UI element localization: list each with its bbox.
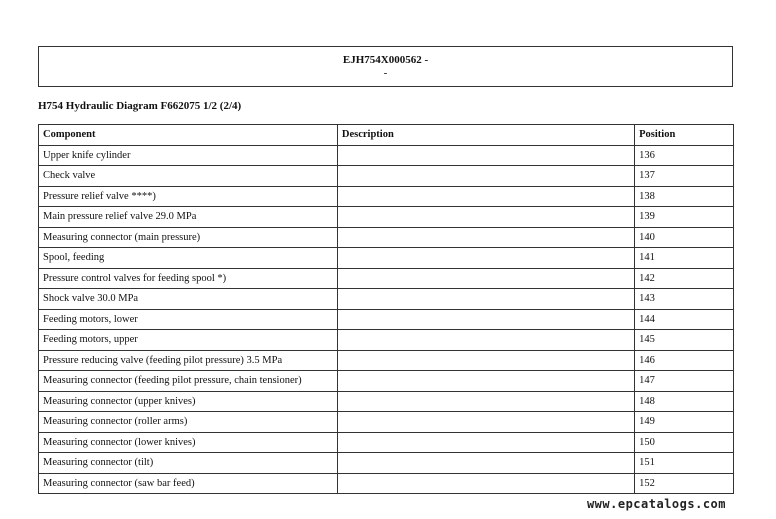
document-header-box <box>38 46 733 87</box>
cell-component: Measuring connector (roller arms) <box>39 412 338 433</box>
cell-component: Feeding motors, lower <box>39 309 338 330</box>
column-header-component: Component <box>39 125 338 146</box>
column-header-position: Position <box>635 125 734 146</box>
cell-component: Main pressure relief valve 29.0 MPa <box>39 207 338 228</box>
table-row <box>39 289 734 310</box>
cell-description <box>337 350 634 371</box>
cell-position: 143 <box>635 289 734 310</box>
cell-component: Measuring connector (main pressure) <box>39 227 338 248</box>
cell-description <box>337 248 634 269</box>
cell-description <box>337 309 634 330</box>
cell-component: Check valve <box>39 166 338 187</box>
table-row <box>39 166 734 187</box>
cell-component: Measuring connector (feeding pilot pressure, chain tensioner) <box>39 371 338 392</box>
cell-component: Measuring connector (lower knives) <box>39 432 338 453</box>
cell-component: Pressure reducing valve (feeding pilot pressure) 3.5 MPa <box>39 350 338 371</box>
cell-position: 137 <box>635 166 734 187</box>
document-code: EJH754X000562 - <box>342 54 429 66</box>
table-row <box>39 309 734 330</box>
cell-description <box>337 289 634 310</box>
cell-component: Upper knife cylinder <box>39 145 338 166</box>
cell-description <box>337 371 634 392</box>
cell-position: 138 <box>635 186 734 207</box>
table-row <box>39 145 734 166</box>
cell-position: 149 <box>635 412 734 433</box>
cell-description <box>337 391 634 412</box>
cell-description <box>337 453 634 474</box>
cell-description <box>337 473 634 494</box>
cell-position: 136 <box>635 145 734 166</box>
cell-description <box>337 166 634 187</box>
cell-component: Measuring connector (upper knives) <box>39 391 338 412</box>
cell-position: 141 <box>635 248 734 269</box>
cell-position: 146 <box>635 350 734 371</box>
table-row <box>39 350 734 371</box>
table-header-row <box>39 125 734 146</box>
cell-description <box>337 432 634 453</box>
cell-component: Shock valve 30.0 MPa <box>39 289 338 310</box>
cell-description <box>337 330 634 351</box>
table-row <box>39 248 734 269</box>
table-row <box>39 412 734 433</box>
watermark-text: www.epcatalogs.com <box>586 497 726 511</box>
cell-component: Pressure relief valve ****) <box>39 186 338 207</box>
cell-component: Measuring connector (tilt) <box>39 453 338 474</box>
cell-position: 144 <box>635 309 734 330</box>
cell-component: Pressure control valves for feeding spool *) <box>39 268 338 289</box>
cell-position: 142 <box>635 268 734 289</box>
table-row <box>39 186 734 207</box>
cell-description <box>337 145 634 166</box>
cell-position: 151 <box>635 453 734 474</box>
cell-position: 139 <box>635 207 734 228</box>
table-row <box>39 371 734 392</box>
column-header-description: Description <box>337 125 634 146</box>
table-row <box>39 227 734 248</box>
cell-position: 145 <box>635 330 734 351</box>
components-table <box>38 124 734 494</box>
cell-component: Feeding motors, upper <box>39 330 338 351</box>
cell-position: 147 <box>635 371 734 392</box>
cell-position: 140 <box>635 227 734 248</box>
cell-component: Spool, feeding <box>39 248 338 269</box>
document-code-sub: - <box>383 67 388 79</box>
table-row <box>39 207 734 228</box>
table-row <box>39 453 734 474</box>
cell-description <box>337 412 634 433</box>
cell-position: 150 <box>635 432 734 453</box>
table-row <box>39 330 734 351</box>
page-title: H754 Hydraulic Diagram F662075 1/2 (2/4) <box>38 100 242 112</box>
table-row <box>39 391 734 412</box>
cell-component: Measuring connector (saw bar feed) <box>39 473 338 494</box>
table-row <box>39 268 734 289</box>
cell-position: 148 <box>635 391 734 412</box>
cell-description <box>337 268 634 289</box>
cell-description <box>337 186 634 207</box>
table-row <box>39 473 734 494</box>
cell-description <box>337 227 634 248</box>
cell-description <box>337 207 634 228</box>
table-row <box>39 432 734 453</box>
cell-position: 152 <box>635 473 734 494</box>
